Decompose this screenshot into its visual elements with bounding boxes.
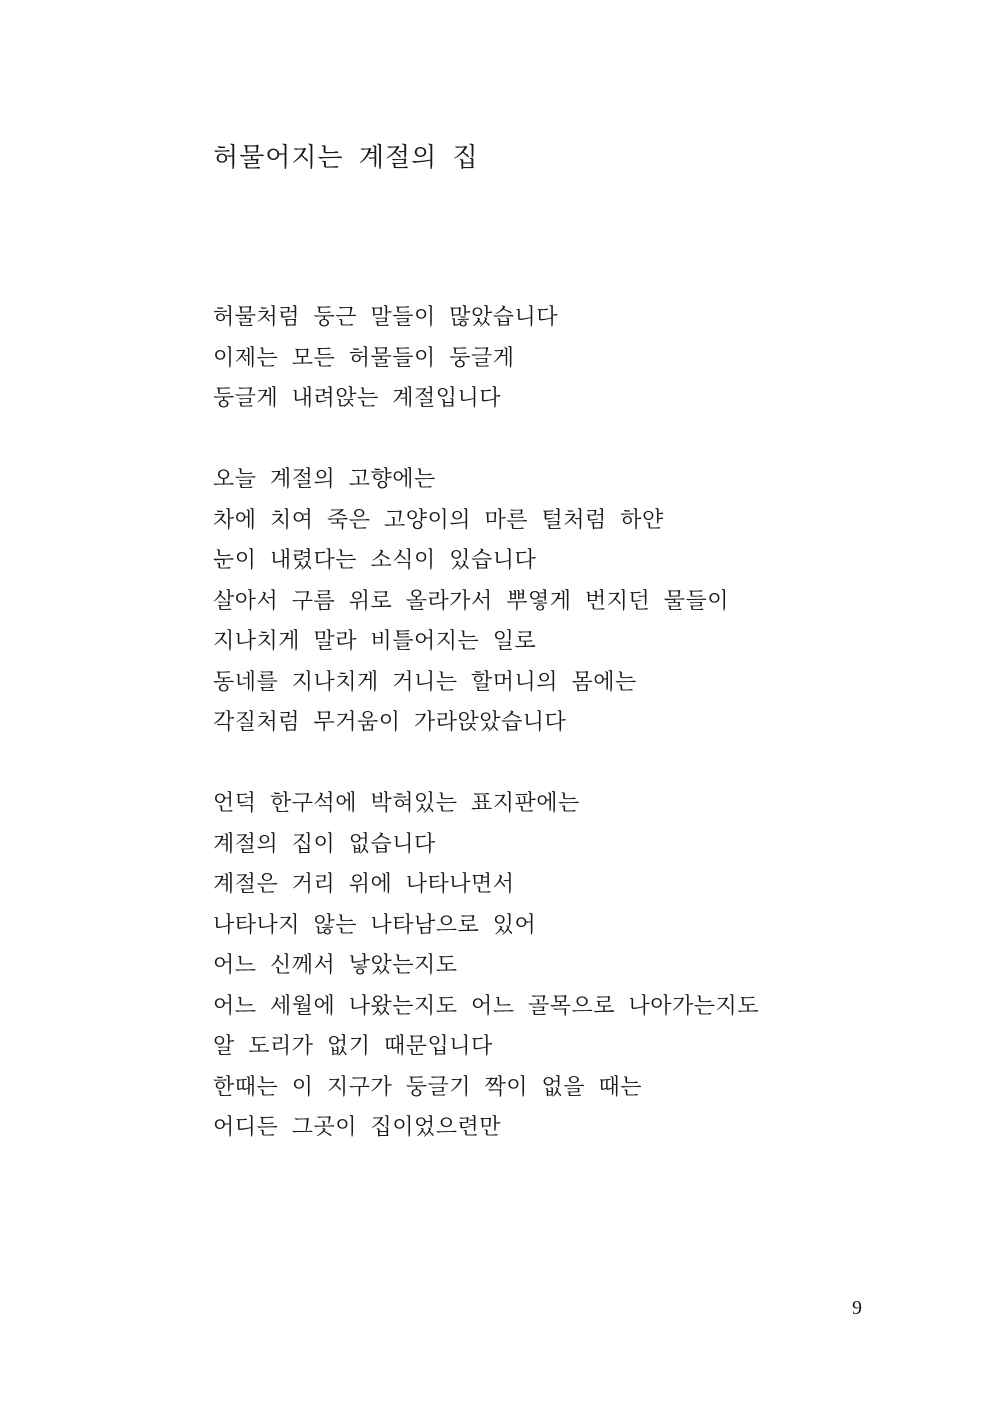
poem-line: 어느 신께서 낳았는지도	[213, 953, 458, 978]
poem-line: 계절은 거리 위에 나타나면서	[213, 872, 515, 897]
poem-line: 나타나지 않는 나타남으로 있어	[213, 912, 537, 938]
poem-title: 허물어지는 계절의 집	[213, 143, 479, 173]
poem-line: 허물처럼 둥근 말들이 많았습니다	[213, 305, 559, 330]
poem-line: 알 도리가 없기 때문입니다	[213, 1034, 493, 1059]
poem-line: 동네를 지나치게 거니는 할머니의 몸에는	[213, 669, 637, 695]
stanza-1	[213, 298, 558, 420]
poem-line: 눈이 내렸다는 소식이 있습니다	[213, 548, 537, 573]
poem-line: 둥글게 내려앉는 계절입니다	[213, 386, 502, 411]
stanza-3	[213, 784, 759, 1149]
poem-line: 차에 치여 죽은 고양이의 마른 털처럼 하얀	[213, 507, 664, 533]
poem-line: 어디든 그곳이 집이었으련만	[213, 1115, 502, 1140]
poem-line: 각질처럼 무거움이 가라앉았습니다	[213, 710, 567, 735]
stanza-2	[213, 460, 729, 744]
poem-line: 지나치게 말라 비틀어지는 일로	[213, 629, 537, 654]
page-number: 9	[852, 1297, 862, 1319]
poem-line: 살아서 구름 위로 올라가서 뿌옇게 번지던 물들이	[213, 588, 730, 614]
poem-line: 오늘 계절의 고향에는	[213, 467, 436, 492]
poem-line: 언덕 한구석에 박혀있는 표지판에는	[213, 791, 580, 816]
poem-line: 이제는 모든 허물들이 둥글게	[213, 345, 515, 371]
poem-line: 한때는 이 지구가 둥글기 짝이 없을 때는	[213, 1074, 642, 1100]
poem-line: 계절의 집이 없습니다	[213, 831, 436, 857]
poem-line: 어느 세월에 나왔는지도 어느 골목으로 나아가는지도	[213, 993, 760, 1019]
